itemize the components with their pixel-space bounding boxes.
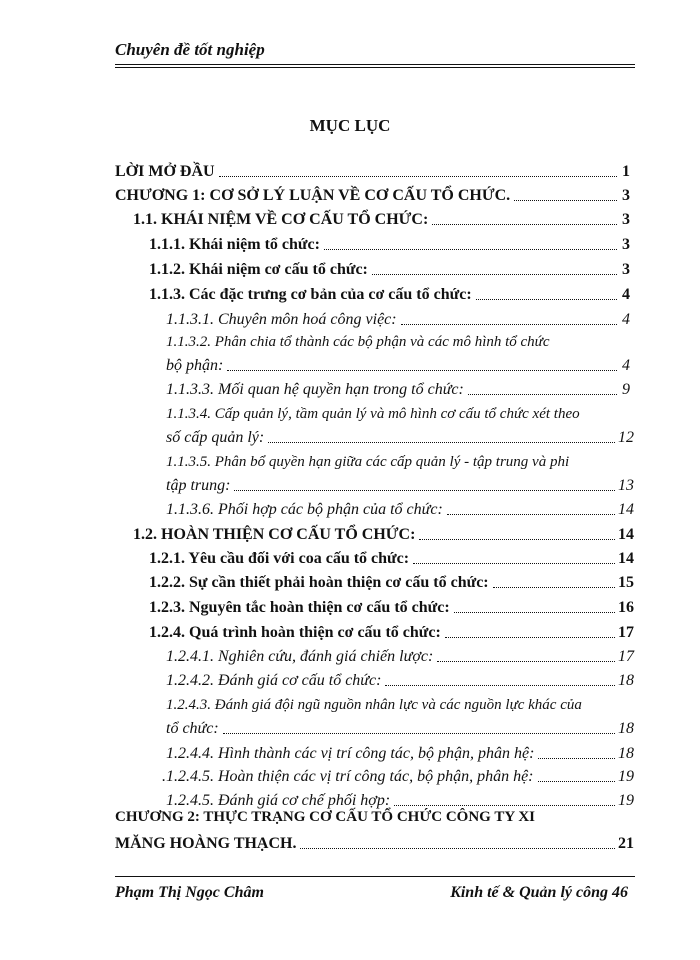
leader-dots — [437, 661, 615, 662]
leader-dots — [447, 514, 615, 515]
leader-dots — [223, 733, 615, 734]
leader-dots — [394, 805, 615, 806]
toc-entry[interactable]: LỜI MỞ ĐẦU 1 — [115, 163, 630, 180]
leader-dots — [419, 539, 615, 540]
leader-dots — [234, 490, 615, 491]
toc-entry[interactable]: tổ chức: 18 — [166, 720, 634, 737]
leader-dots — [454, 612, 615, 613]
toc-entry[interactable]: 1.2.2. Sự cần thiết phải hoàn thiện cơ cấu tổ chức: 15 — [149, 574, 634, 591]
leader-dots — [538, 781, 616, 782]
toc-entry-line1[interactable]: 1.1.3.2. Phân chia tổ thành các bộ phận và các mô hình tổ chức — [166, 334, 550, 350]
toc-entry[interactable]: 1.1.3. Các đặc trưng cơ bản của cơ cấu tổ chức: 4 — [149, 286, 630, 303]
toc-entry[interactable]: 1.2.1. Yêu cầu đối với coa cấu tổ chức: 14 — [149, 550, 634, 567]
header-divider — [115, 64, 635, 68]
leader-dots — [432, 224, 617, 225]
leader-dots — [538, 758, 615, 759]
leader-dots — [445, 637, 615, 638]
leader-dots — [468, 394, 617, 395]
footer-author: Phạm Thị Ngọc Châm — [115, 884, 264, 901]
toc-entry[interactable]: 1.1.1. Khái niệm tổ chức: 3 — [149, 236, 630, 253]
toc-entry[interactable]: .1.2.4.5. Hoàn thiện các vị trí công tác, bộ phận, phân hệ: 19 — [162, 768, 634, 785]
leader-dots — [493, 587, 615, 588]
toc-entry-line1[interactable]: 1.1.3.4. Cấp quản lý, tầm quản lý và mô hình cơ cấu tổ chức xét theo — [166, 406, 580, 422]
toc-entry[interactable]: tập trung: 13 — [166, 477, 634, 494]
toc-title: MỤC LỤC — [309, 116, 391, 135]
leader-dots — [268, 442, 615, 443]
toc-entry-line1[interactable]: 1.2.4.3. Đánh giá đội ngũ nguồn nhân lực và các nguồn lực khác của — [166, 697, 582, 713]
footer-divider — [115, 876, 635, 877]
toc-entry[interactable]: CHƯƠNG 1: CƠ SỞ LÝ LUẬN VỀ CƠ CẤU TỔ CHỨC. 3 — [115, 187, 630, 204]
toc-entry[interactable]: 1.1.3.1. Chuyên môn hoá công việc: 4 — [166, 311, 630, 328]
toc-entry[interactable]: 1.2.4.5. Đánh giá cơ chế phối hợp: 19 — [166, 792, 634, 809]
leader-dots — [372, 274, 617, 275]
toc-entry[interactable]: 1.2. HOÀN THIỆN CƠ CẤU TỔ CHỨC: 14 — [133, 526, 634, 543]
leader-dots — [324, 249, 617, 250]
toc-entry[interactable]: MĂNG HOÀNG THẠCH. 21 — [115, 835, 634, 852]
toc-entry[interactable]: 1.2.4.4. Hình thành các vị trí công tác, bộ phận, phân hệ: 18 — [166, 745, 634, 762]
toc-entry[interactable]: bộ phận: 4 — [166, 357, 630, 374]
toc-entry-line1[interactable]: 1.1.3.5. Phân bổ quyền hạn giữa các cấp quản lý - tập trung và phi — [166, 454, 570, 470]
leader-dots — [219, 176, 617, 177]
document-header-title: Chuyên đề tốt nghiệp — [115, 40, 265, 59]
leader-dots — [401, 324, 617, 325]
toc-entry-line1[interactable]: CHƯƠNG 2: THỰC TRẠNG CƠ CẤU TỔ CHỨC CÔNG TY XI — [115, 809, 536, 825]
leader-dots — [300, 848, 615, 849]
toc-entry[interactable]: 1.1.3.3. Mối quan hệ quyền hạn trong tổ chức: 9 — [166, 381, 630, 398]
leader-dots — [413, 563, 615, 564]
toc-entry[interactable]: 1.2.4.1. Nghiên cứu, đánh giá chiến lược: 17 — [166, 648, 634, 665]
toc-entry[interactable]: 1.2.4. Quá trình hoàn thiện cơ cấu tổ chức: 17 — [149, 624, 634, 641]
toc-entry[interactable]: 1.1.2. Khái niệm cơ cấu tổ chức: 3 — [149, 261, 630, 278]
leader-dots — [227, 370, 617, 371]
toc-entry[interactable]: 1.1.3.6. Phối hợp các bộ phận của tổ chức: 14 — [166, 501, 634, 518]
toc-entry[interactable]: số cấp quản lý: 12 — [166, 429, 634, 446]
toc-entry[interactable]: 1.2.3. Nguyên tắc hoàn thiện cơ cấu tổ chức: 16 — [149, 599, 634, 616]
toc-entry[interactable]: 1.2.4.2. Đánh giá cơ cấu tổ chức: 18 — [166, 672, 634, 689]
leader-dots — [476, 299, 617, 300]
toc-entry[interactable]: 1.1. KHÁI NIỆM VỀ CƠ CẤU TỔ CHỨC: 3 — [133, 211, 630, 228]
leader-dots — [385, 685, 615, 686]
footer-class: Kinh tế & Quản lý công 46 — [450, 884, 628, 901]
leader-dots — [514, 200, 617, 201]
